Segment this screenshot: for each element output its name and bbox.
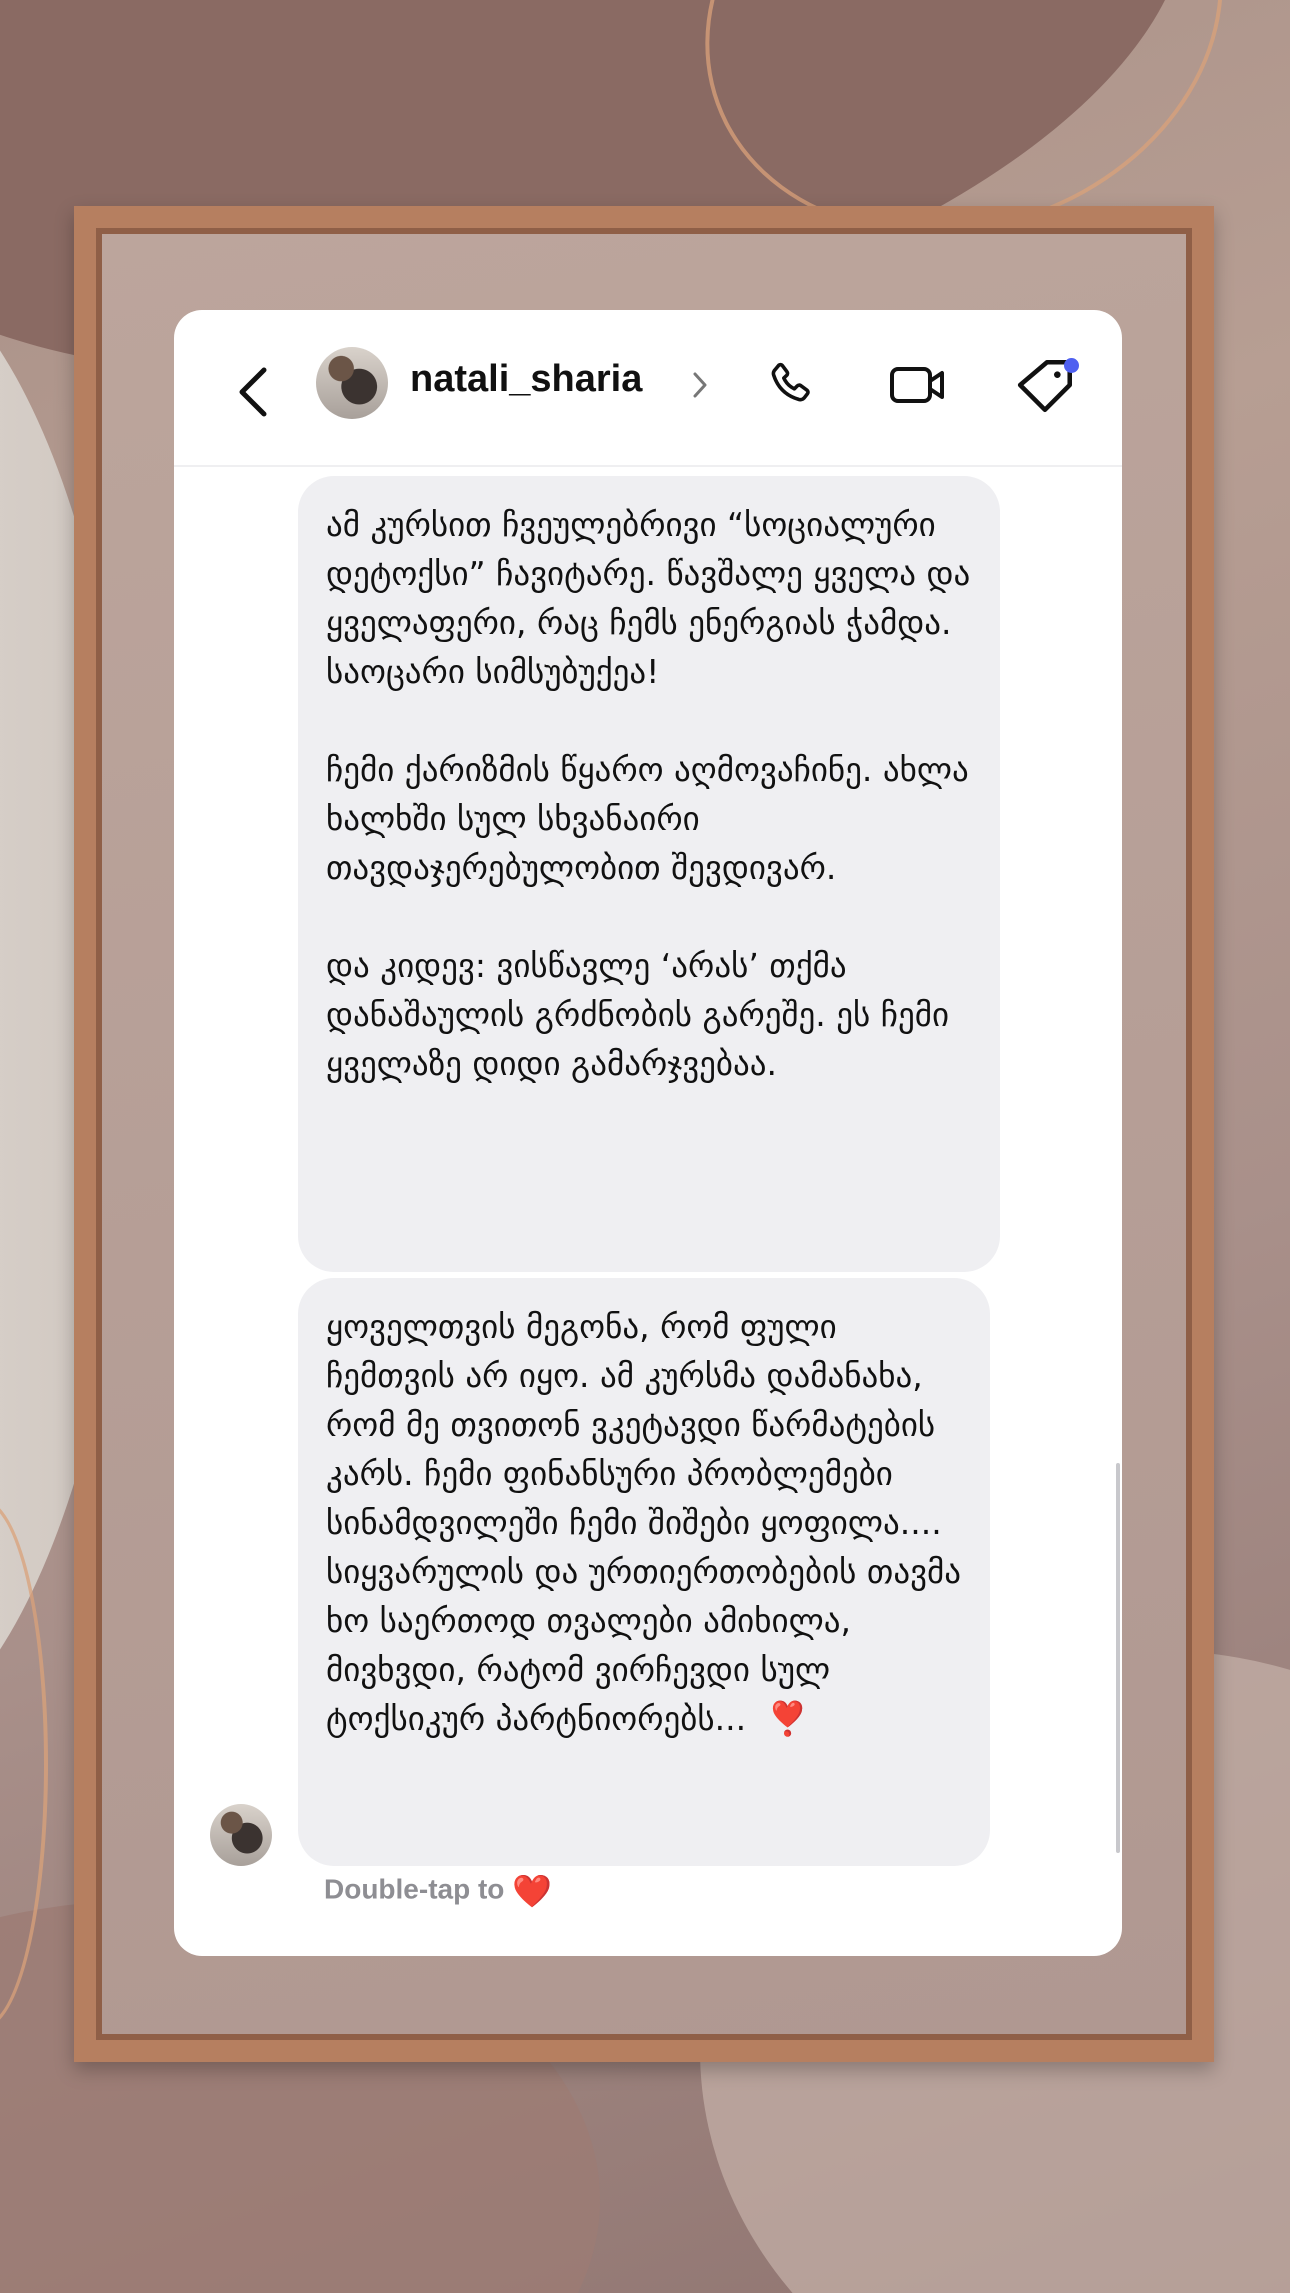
message-bubble[interactable]: ამ კურსით ჩვეულებრივი “სოციალური დეტოქსი” ჩავიტარე. წავშალე ყველა და ყველაფერი, რაც ჩემს ენერგიას ჭამდა. საოცარი სიმსუბუქეა! ჩემი ქარიზმის წყარო აღმოვაჩინე. ახლა ხალხში სულ სხვანაირი თავდაჯერებულობით შევდივარ. და კიდევ: ვისწავლე ‘არას’ თქმა დანაშაულის გრძნობის გარეშე. ეს ჩემი ყველაზე დიდი გამარჯვებაა.: [298, 476, 1000, 1272]
sender-avatar[interactable]: [210, 1804, 272, 1866]
chat-screenshot-card: [174, 310, 1122, 1956]
back-arrow-icon[interactable]: [230, 362, 278, 422]
double-tap-label: Double-tap to: [324, 1873, 505, 1905]
scrollbar[interactable]: [1116, 1463, 1120, 1853]
avatar[interactable]: [316, 347, 388, 419]
unread-dot: [1064, 358, 1079, 373]
video-camera-icon[interactable]: [888, 358, 948, 412]
username[interactable]: natali_sharia: [410, 358, 643, 400]
message-bubble[interactable]: ყოველთვის მეგონა, რომ ფული ჩემთვის არ იყო. ამ კურსმა დამანახა, რომ მე თვითონ ვკეტავდი წარმატების კარს. ჩემი ფინანსური პრობლემები სინამდვილეში ჩემი შიშები ყოფილა.... სიყვარულის და ურთიერთობების თავმა ხო საერთოდ თვალები ამიხილა, მივხვდი, რატომ ვირჩევდი სულ ტოქსიკურ პარტნიორებს... ❣️: [298, 1278, 990, 1866]
double-tap-hint[interactable]: [324, 1872, 552, 1910]
phone-icon[interactable]: [764, 358, 818, 412]
chat-header: [174, 310, 1122, 467]
chevron-right-icon[interactable]: [690, 368, 710, 402]
heart-icon: ❤️: [512, 1873, 553, 1909]
